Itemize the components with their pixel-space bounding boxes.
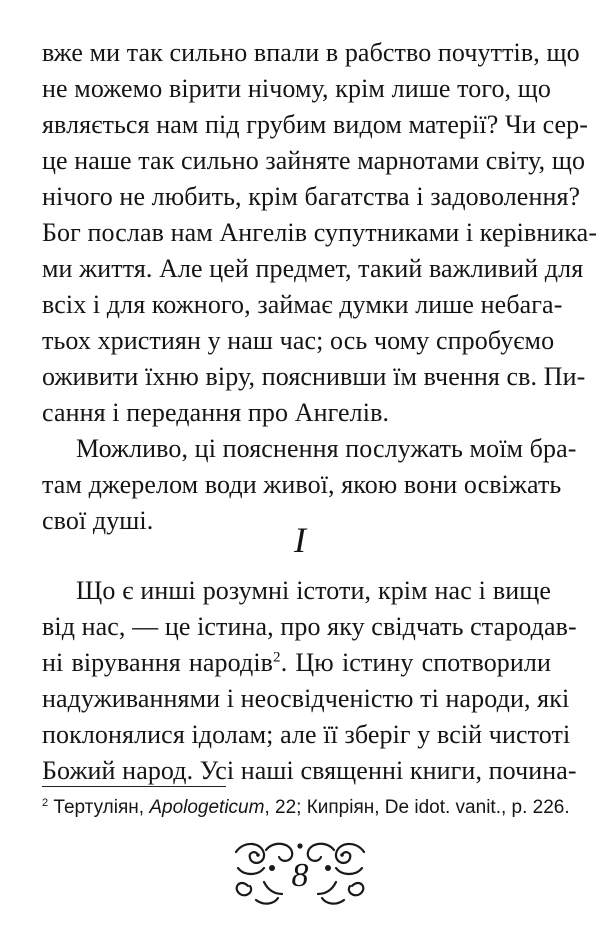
text-line: Що є инші розумні істоти, крім нас і вище xyxy=(76,576,551,605)
text-line: оживити їхню віру, пояснивши їм вчення св. Пи- xyxy=(42,362,586,391)
footnote-separator xyxy=(42,786,226,787)
text-line: сання і передання про Ангелів. xyxy=(42,398,390,427)
text-line: це наше так сильно зайняте марнотами світу, що xyxy=(42,146,586,175)
text-line: тьох християн у наш час; ось чому спробуємо xyxy=(42,326,555,355)
section-heading: I xyxy=(294,520,306,560)
text-line: від нас, — це істина, про яку свідчать стародав- xyxy=(42,612,577,641)
text-line: не можемо вірити нічому, крім лише того, що xyxy=(42,74,551,103)
text-fragment: . Цю істину спотворили xyxy=(280,648,551,677)
text-line: Бог послав нам Ангелів супутниками і керівника- xyxy=(42,218,598,247)
text-line: Можливо, ці пояснення послужать моїм бра- xyxy=(76,434,577,463)
text-line: ми життя. Але цей предмет, такий важливий для xyxy=(42,254,584,283)
text-line: свої душі. xyxy=(42,506,154,535)
text-line: всіх і для кожного, займає думки лише небага- xyxy=(42,290,563,319)
text-line: вже ми так сильно впали в рабство почуттів, що xyxy=(42,38,580,67)
text-line: Божий народ. Усі наші священні книги, почина- xyxy=(42,756,577,785)
footnote xyxy=(42,796,570,820)
footnote-work-title: Apologeticum xyxy=(149,797,265,818)
text-line: там джерелом води живої, якою вони освіжать xyxy=(42,470,562,499)
footnote-number: 2 xyxy=(42,797,49,810)
text-line: являється нам під грубим видом матерії? Чи сер- xyxy=(42,110,589,139)
text-line: надуживаннями і неосвідченістю ті народи, які xyxy=(42,684,570,713)
text-fragment: ні вірування народів xyxy=(42,648,274,677)
footnote-author: Тертуліян, xyxy=(53,797,145,818)
page-number: 8 xyxy=(291,857,309,894)
footnote-reference-text: , 22; Кипріян, De idot. vanit., p. 226. xyxy=(264,797,570,818)
footnote-reference[interactable]: 2 xyxy=(273,649,281,666)
text-line: нічого не любить, крім багатства і задоволення? xyxy=(42,182,581,211)
text-line: поклонялися ідолам; але її зберіг у всій чистоті xyxy=(42,720,571,749)
text-line-with-footnote-ref xyxy=(42,646,551,680)
